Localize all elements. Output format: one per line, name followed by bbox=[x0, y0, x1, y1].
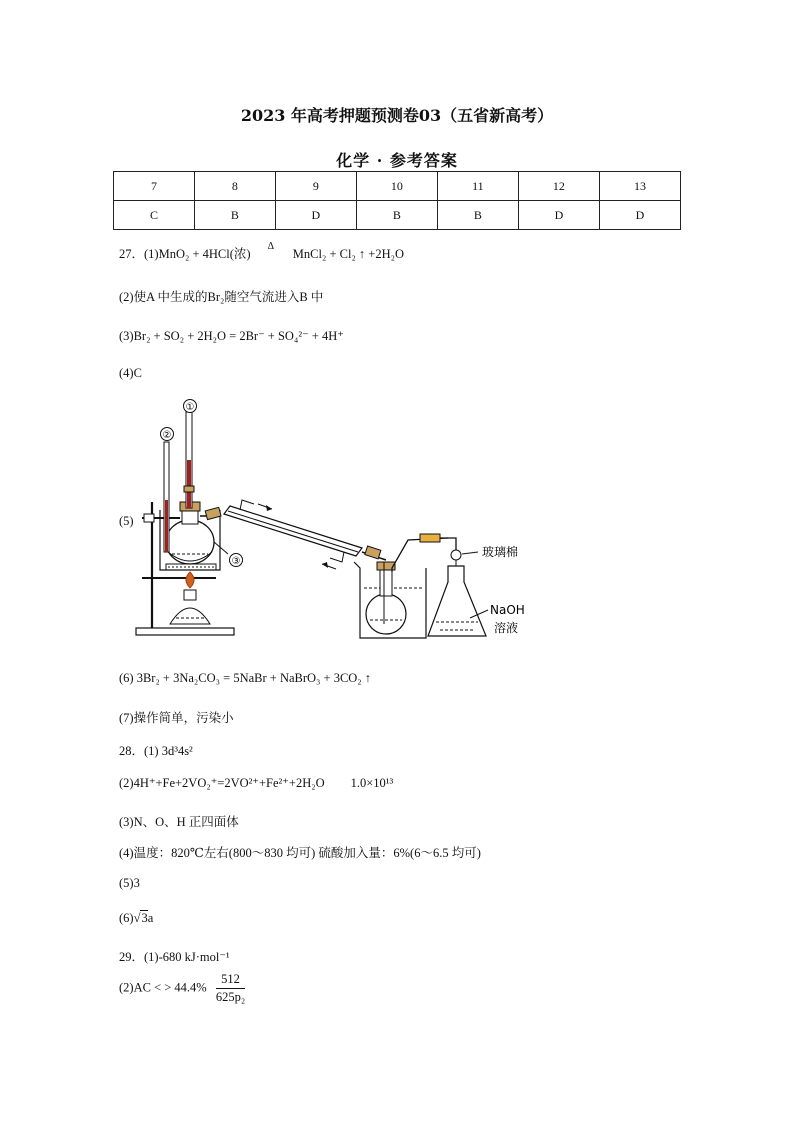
table-cell: 12 bbox=[518, 172, 599, 201]
q28-answer-1: 28．(1) 3d³4s² bbox=[119, 744, 193, 758]
q28-p2-k: 1.0×10¹³ bbox=[350, 776, 394, 790]
table-cell: B bbox=[356, 201, 437, 230]
q28-answer-4: (4)温度：820℃左右(800～830 均可) 硫酸加入量：6%(6～6.5 均可) bbox=[119, 846, 481, 860]
stand-base bbox=[136, 628, 234, 635]
q27-p2-a: (2)使A 中生成的 bbox=[119, 290, 208, 304]
erlenmeyer-flask bbox=[428, 566, 486, 636]
q27-answer-4: (4)C bbox=[119, 366, 142, 380]
alcohol-burner bbox=[170, 608, 210, 624]
table-cell: B bbox=[194, 201, 275, 230]
table-cell: C bbox=[114, 201, 195, 230]
q27-answer-1 bbox=[119, 241, 405, 262]
page-title: 2023 年高考押题预测卷03（五省新高考） bbox=[240, 106, 554, 125]
table-header-row bbox=[114, 172, 681, 201]
q28-p6-prefix: (6) bbox=[119, 911, 134, 925]
table-cell: D bbox=[275, 201, 356, 230]
apparatus-diagram bbox=[130, 392, 550, 647]
q28-answer-3: (3)N、O、H 正四面体 bbox=[119, 815, 239, 829]
q28-answer-2 bbox=[119, 775, 393, 791]
clamp-joint bbox=[144, 514, 154, 522]
table-cell: 13 bbox=[599, 172, 680, 201]
table-cell: B bbox=[437, 201, 518, 230]
label-3: ③ bbox=[231, 556, 241, 567]
q27-p1-left: MnO₂ + 4HCl(浓) bbox=[158, 247, 251, 261]
q29-p2-text: (2)AC < > 44.4% bbox=[119, 980, 207, 995]
table-answer-row bbox=[114, 201, 681, 230]
glass-wool-bulb bbox=[451, 550, 461, 560]
q28-answer-5: (5)3 bbox=[119, 876, 140, 890]
answer-table bbox=[113, 171, 681, 230]
rubber-tube bbox=[420, 534, 440, 542]
page-subtitle: 化学 · 参考答案 bbox=[336, 151, 458, 170]
q27-p2-b: 随空气流进入B 中 bbox=[224, 290, 324, 304]
q27-p1-prefix: 27．(1) bbox=[119, 247, 159, 261]
table-cell: 9 bbox=[275, 172, 356, 201]
flask-neck bbox=[182, 510, 198, 524]
q28-p6-root: 3 bbox=[141, 911, 148, 925]
q27-answer-2 bbox=[119, 287, 323, 305]
q27-answer-7: (7)操作简单，污染小 bbox=[119, 711, 234, 725]
q28-answer-6: (6)√3a bbox=[119, 911, 154, 925]
table-cell: 8 bbox=[194, 172, 275, 201]
fraction-denominator: 625p₂ bbox=[215, 990, 246, 1004]
table-cell: D bbox=[599, 201, 680, 230]
q29-fraction bbox=[216, 972, 245, 1005]
flame bbox=[186, 572, 194, 588]
q28-p6-suffix: a bbox=[147, 911, 154, 925]
q29-answer-2 bbox=[119, 972, 245, 1005]
table-cell: D bbox=[518, 201, 599, 230]
fraction-numerator: 512 bbox=[216, 972, 245, 989]
label-2: ② bbox=[162, 430, 172, 441]
q27-answer-5: (5) bbox=[119, 514, 134, 528]
table-cell: 7 bbox=[114, 172, 195, 201]
q28-p2-equation: (2)4H⁺+Fe+2VO₂⁺=2VO²⁺+Fe²⁺+2H₂O bbox=[119, 776, 325, 790]
receiver-flask bbox=[366, 594, 406, 634]
q27-p1-right: MnCl₂ + Cl₂ ↑ +2H₂O bbox=[292, 247, 405, 261]
q27-p2-br2: Br₂ bbox=[207, 290, 225, 304]
naoh-label: NaOH bbox=[490, 603, 525, 617]
table-cell: 11 bbox=[437, 172, 518, 201]
table-cell: 10 bbox=[356, 172, 437, 201]
q27-answer-6: (6) 3Br₂ + 3Na₂CO₃ = 5NaBr + NaBrO₃ + 3CO₂ ↑ bbox=[119, 671, 372, 685]
q27-answer-3: (3)Br₂ + SO₂ + 2H₂O = 2Br⁻ + SO₄²⁻ + 4H⁺ bbox=[119, 329, 344, 343]
q29-answer-1: 29．(1)-680 kJ·mol⁻¹ bbox=[119, 950, 230, 964]
round-flask bbox=[166, 520, 214, 564]
label-1: ① bbox=[185, 402, 195, 413]
heat-delta: Δ bbox=[267, 241, 275, 253]
glass-wool-label: 玻璃棉 bbox=[482, 545, 519, 559]
solution-label: 溶液 bbox=[494, 621, 519, 635]
